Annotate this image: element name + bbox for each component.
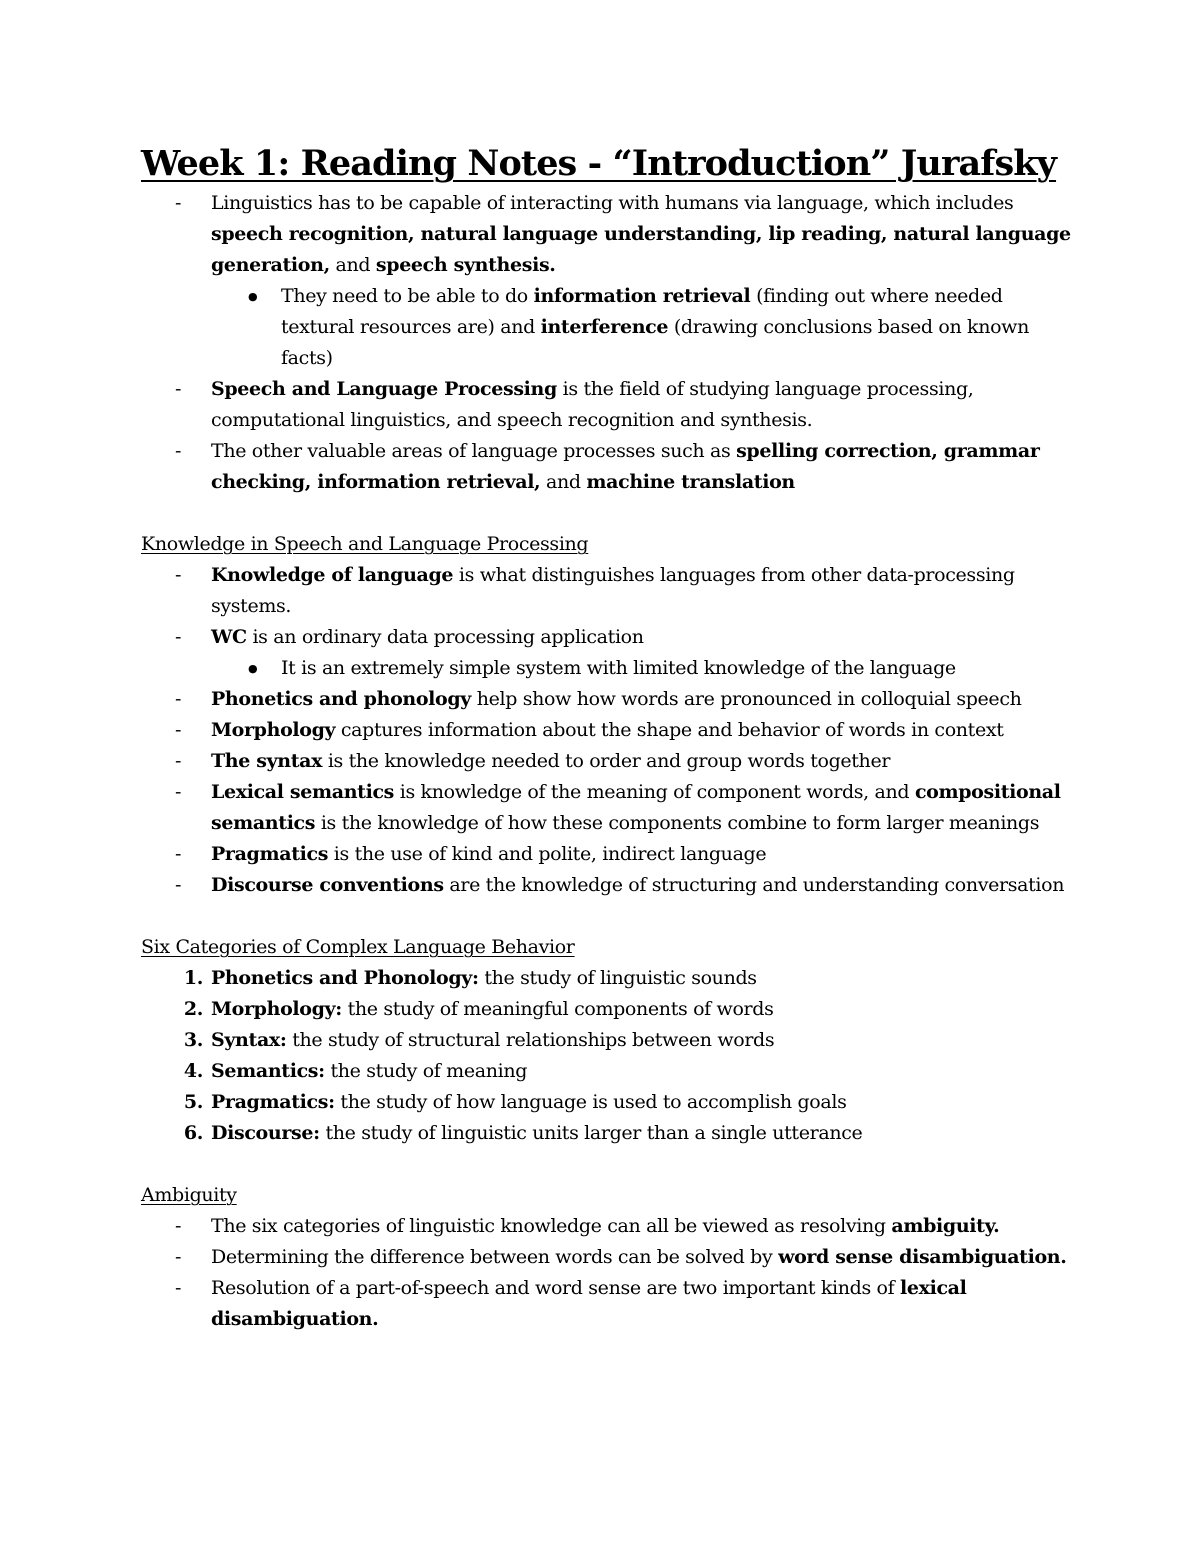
dash-bullet: - (175, 781, 182, 803)
bullet-icon: ● (248, 290, 258, 303)
dash-bullet: - (175, 688, 182, 710)
item-number: 6. (183, 1122, 203, 1144)
dash-bullet: - (175, 1246, 182, 1268)
document-content (141, 142, 1071, 1335)
dash-bullet: - (175, 564, 182, 586)
dash-bullet: - (175, 843, 182, 865)
list-item: - The six categories of linguistic knowledge can all be viewed as resolving ambiguity. (141, 1211, 1071, 1242)
list-item: - Lexical semantics is knowledge of the meaning of component words, and compositional semantics is the knowledge of how these components combine to form larger meanings (141, 777, 1071, 839)
item-number: 2. (183, 998, 203, 1020)
sub-list-item: ● It is an extremely simple system with limited knowledge of the language (141, 653, 1071, 684)
list-item: - WC is an ordinary data processing application (141, 622, 1071, 653)
list-item: - Morphology captures information about the shape and behavior of words in context (141, 715, 1071, 746)
item-number: 3. (183, 1029, 203, 1051)
dash-bullet: - (175, 440, 182, 462)
numbered-item: 1. Phonetics and Phonology: the study of linguistic sounds (141, 963, 1071, 994)
list-item: - Knowledge of language is what distinguishes languages from other data-processing systems. (141, 560, 1071, 622)
list-item: - The other valuable areas of language processes such as spelling correction, grammar checking, information retrieval, and machine translation (141, 436, 1071, 498)
list-item: - Phonetics and phonology help show how words are pronounced in colloquial speech (141, 684, 1071, 715)
list-item: - Resolution of a part-of-speech and word sense are two important kinds of lexical disambiguation. (141, 1273, 1071, 1335)
dash-bullet: - (175, 1277, 182, 1299)
item-number: 5. (183, 1091, 203, 1113)
numbered-item: 5. Pragmatics: the study of how language is used to accomplish goals (141, 1087, 1071, 1118)
section-heading-knowledge: Knowledge in Speech and Language Processing (141, 533, 589, 555)
dash-bullet: - (175, 874, 182, 896)
list-item: - Pragmatics is the use of kind and polite, indirect language (141, 839, 1071, 870)
section-heading-ambiguity: Ambiguity (141, 1184, 237, 1206)
list-item: - Discourse conventions are the knowledge of structuring and understanding conversation (141, 870, 1071, 901)
numbered-item: 2. Morphology: the study of meaningful components of words (141, 994, 1071, 1025)
page-title: Week 1: Reading Notes - “Introduction” Jurafsky (141, 143, 1057, 184)
dash-bullet: - (175, 1215, 182, 1237)
list-item: - Linguistics has to be capable of interacting with humans via language, which includes speech recognition, natural language understanding, lip reading, natural language generation, and speech synthesis. (141, 188, 1071, 281)
list-item: - The syntax is the knowledge needed to order and group words together (141, 746, 1071, 777)
numbered-item: 3. Syntax: the study of structural relationships between words (141, 1025, 1071, 1056)
numbered-item: 4. Semantics: the study of meaning (141, 1056, 1071, 1087)
list-item: - Determining the difference between words can be solved by word sense disambiguation. (141, 1242, 1071, 1273)
section-heading-categories: Six Categories of Complex Language Behavior (141, 936, 575, 958)
sub-list-item: ● They need to be able to do information retrieval (finding out where needed textural resources are) and interference (drawing conclusions based on known facts) (141, 281, 1071, 374)
dash-bullet: - (175, 378, 182, 400)
bullet-icon: ● (248, 662, 258, 675)
dash-bullet: - (175, 626, 182, 648)
list-item: - Speech and Language Processing is the field of studying language processing, computational linguistics, and speech recognition and synthesis. (141, 374, 1071, 436)
numbered-item: 6. Discourse: the study of linguistic units larger than a single utterance (141, 1118, 1071, 1149)
dash-bullet: - (175, 719, 182, 741)
item-number: 4. (183, 1060, 203, 1082)
dash-bullet: - (175, 192, 182, 214)
item-number: 1. (183, 967, 203, 989)
dash-bullet: - (175, 750, 182, 772)
